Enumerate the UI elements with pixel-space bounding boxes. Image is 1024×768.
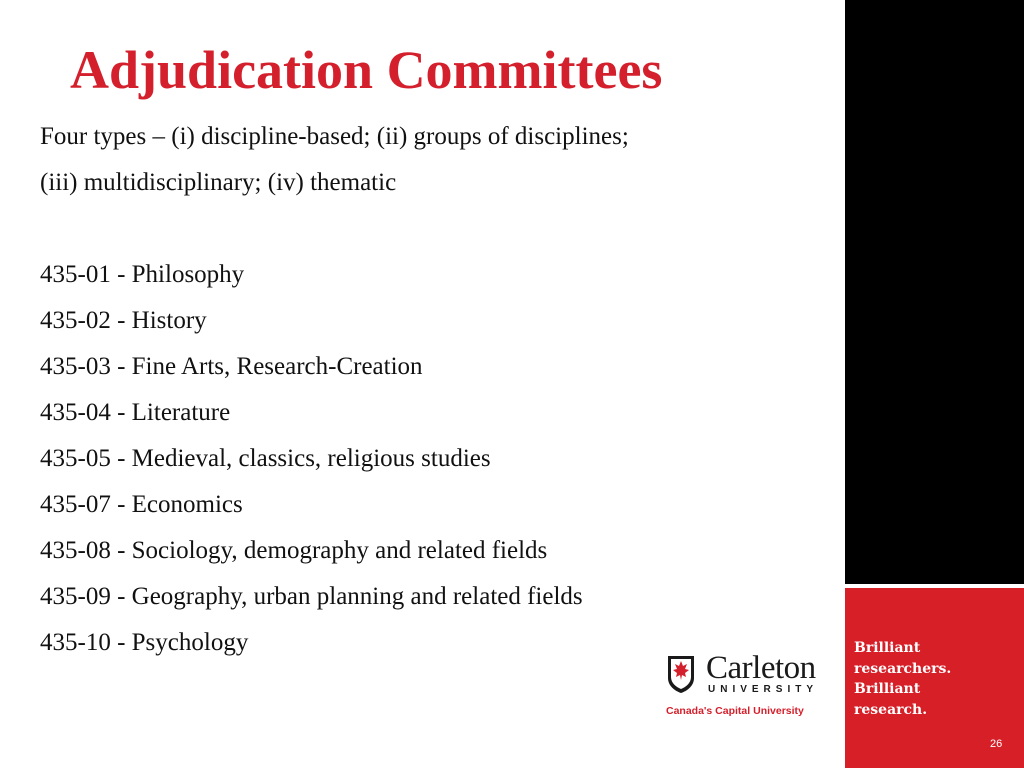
spacer xyxy=(40,206,629,252)
logo-wordmark: Carleton xyxy=(706,650,816,686)
tagline-line: research. xyxy=(854,701,928,718)
committee-item: 435-04 - Literature xyxy=(40,399,231,426)
tagline xyxy=(854,638,951,720)
committee-item: 435-08 - Sociology, demography and related fields xyxy=(40,537,548,564)
committee-item: 435-02 - History xyxy=(40,307,207,334)
committee-item: 435-05 - Medieval, classics, religious studies xyxy=(40,445,491,472)
page-number: 26 xyxy=(990,738,1003,750)
university-shield-icon xyxy=(666,654,696,694)
committee-item: 435-01 - Philosophy xyxy=(40,261,245,288)
logo-university-text: UNIVERSITY xyxy=(708,684,819,695)
intro-line: Four types – (i) discipline-based; (ii) groups of disciplines; xyxy=(40,123,629,150)
tagline-line: Brilliant xyxy=(854,640,921,656)
tagline-line: Brilliant xyxy=(854,681,921,697)
slide-body xyxy=(40,114,629,666)
black-side-panel xyxy=(845,0,1024,584)
tagline-line: researchers. xyxy=(854,660,952,677)
intro-line: (iii) multidisciplinary; (iv) thematic xyxy=(40,169,397,196)
committee-item: 435-10 - Psychology xyxy=(40,629,249,656)
committee-item: 435-03 - Fine Arts, Research-Creation xyxy=(40,353,423,380)
committee-item: 435-07 - Economics xyxy=(40,491,243,518)
committee-item: 435-09 - Geography, urban planning and related fields xyxy=(40,583,583,610)
carleton-logo xyxy=(664,650,829,720)
slide-title: Adjudication Committees xyxy=(70,40,663,100)
logo-caption: Canada's Capital University xyxy=(666,705,804,717)
